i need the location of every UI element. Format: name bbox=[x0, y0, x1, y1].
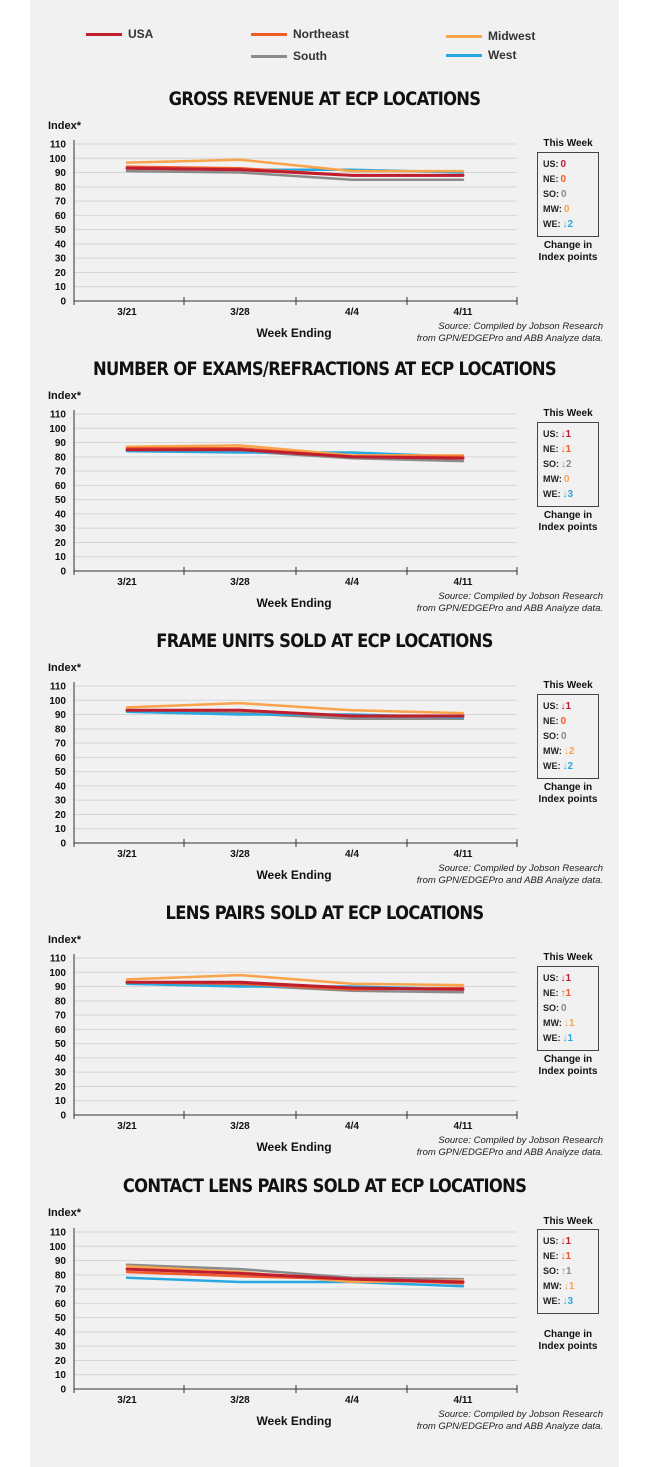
change-caption-line: Change in bbox=[543, 510, 593, 521]
legend-swatch-south bbox=[251, 55, 287, 58]
change-region-label: NE: bbox=[543, 1251, 559, 1261]
x-tick-label: 3/21 bbox=[117, 577, 137, 588]
change-caption bbox=[533, 240, 603, 264]
change-row bbox=[543, 714, 598, 729]
this-week-heading: This Week bbox=[543, 952, 593, 963]
change-value: 0 bbox=[561, 1003, 567, 1014]
y-axis-label: Index* bbox=[48, 120, 82, 132]
legend-label-midwest: Midwest bbox=[488, 29, 536, 43]
x-tick-label: 3/21 bbox=[117, 1395, 137, 1406]
y-tick-label: 30 bbox=[54, 1341, 66, 1353]
legend-item-midwest bbox=[446, 29, 535, 43]
change-value: ↑1 bbox=[561, 1266, 572, 1277]
x-tick-label: 3/21 bbox=[117, 849, 137, 860]
y-tick-label: 0 bbox=[60, 296, 66, 308]
change-value: 0 bbox=[561, 189, 567, 200]
x-axis-label: Week Ending bbox=[256, 596, 332, 610]
change-row bbox=[543, 1001, 598, 1016]
change-region-label: SO: bbox=[543, 731, 560, 741]
y-tick-label: 100 bbox=[49, 153, 66, 165]
y-tick-label: 80 bbox=[54, 1270, 66, 1282]
y-axis-label: Index* bbox=[48, 934, 82, 946]
change-row bbox=[543, 971, 598, 986]
y-tick-label: 60 bbox=[54, 210, 66, 222]
change-row bbox=[543, 187, 598, 202]
change-row bbox=[543, 759, 598, 774]
y-tick-label: 100 bbox=[49, 423, 66, 435]
change-row bbox=[543, 1031, 598, 1046]
y-axis-label: Index* bbox=[48, 390, 82, 402]
x-tick-label: 4/11 bbox=[453, 1121, 473, 1132]
y-tick-label: 100 bbox=[49, 967, 66, 979]
legend-swatch-usa bbox=[86, 33, 122, 36]
source-line: from GPN/EDGEPro and ABB Analyze data. bbox=[416, 1147, 603, 1158]
x-tick-label: 4/11 bbox=[453, 577, 473, 588]
source-note bbox=[417, 591, 603, 615]
y-tick-label: 60 bbox=[54, 1024, 66, 1036]
chart-title: LENS PAIRS SOLD AT ECP LOCATIONS bbox=[165, 902, 484, 924]
change-value: ↓1 bbox=[560, 701, 572, 712]
y-tick-label: 40 bbox=[54, 781, 66, 793]
legend-swatch-west bbox=[446, 54, 482, 57]
change-row bbox=[543, 1264, 598, 1279]
change-row bbox=[543, 172, 598, 187]
x-tick-label: 3/21 bbox=[117, 307, 137, 318]
source-line: from GPN/EDGEPro and ABB Analyze data. bbox=[416, 333, 603, 344]
x-tick-label: 3/28 bbox=[230, 1121, 250, 1132]
change-value: 0 bbox=[560, 716, 567, 727]
y-tick-label: 110 bbox=[49, 681, 66, 693]
change-row bbox=[543, 157, 598, 172]
change-caption bbox=[533, 782, 603, 806]
change-value: ↓1 bbox=[560, 444, 572, 455]
change-region-label: MW: bbox=[543, 204, 562, 214]
change-value: ↓1 bbox=[560, 1236, 572, 1247]
change-value: ↓1 bbox=[562, 1033, 574, 1044]
y-tick-label: 50 bbox=[54, 1313, 66, 1325]
change-region-label: NE: bbox=[543, 174, 559, 184]
legend-item-usa bbox=[86, 27, 153, 41]
y-tick-label: 100 bbox=[49, 1241, 66, 1253]
change-box bbox=[537, 1229, 599, 1314]
change-value: ↑1 bbox=[560, 988, 572, 999]
change-region-label: MW: bbox=[543, 746, 562, 756]
change-row bbox=[543, 699, 598, 714]
y-tick-label: 20 bbox=[54, 1355, 66, 1367]
change-row bbox=[543, 442, 598, 457]
change-row bbox=[543, 1249, 598, 1264]
change-value: ↓1 bbox=[560, 1251, 572, 1262]
x-tick-label: 3/28 bbox=[230, 577, 250, 588]
source-note bbox=[417, 1135, 603, 1159]
chart-legend bbox=[0, 0, 650, 80]
y-tick-label: 0 bbox=[60, 838, 66, 850]
y-tick-label: 60 bbox=[54, 480, 66, 492]
change-region-label: SO: bbox=[543, 1266, 560, 1276]
y-tick-label: 80 bbox=[54, 182, 66, 194]
change-region-label: NE: bbox=[543, 716, 559, 726]
change-region-label: SO: bbox=[543, 1003, 560, 1013]
y-tick-label: 10 bbox=[54, 1370, 66, 1382]
x-axis-label: Week Ending bbox=[256, 326, 332, 340]
change-box bbox=[537, 694, 599, 779]
change-caption-line: Index points bbox=[538, 1066, 598, 1077]
y-tick-label: 90 bbox=[54, 710, 66, 722]
y-tick-label: 40 bbox=[54, 1053, 66, 1065]
y-tick-label: 30 bbox=[54, 253, 66, 265]
change-value: 0 bbox=[563, 474, 570, 485]
chart-section bbox=[0, 88, 650, 348]
change-region-label: US: bbox=[543, 701, 559, 711]
change-value: 0 bbox=[563, 204, 570, 215]
change-region-label: NE: bbox=[543, 988, 559, 998]
change-row bbox=[543, 202, 598, 217]
x-tick-label: 4/11 bbox=[453, 307, 473, 318]
change-value: ↓1 bbox=[560, 973, 572, 984]
chart-section bbox=[0, 1175, 650, 1435]
source-note bbox=[417, 1409, 603, 1433]
y-axis-label: Index* bbox=[48, 662, 82, 674]
change-row bbox=[543, 744, 598, 759]
y-tick-label: 110 bbox=[49, 409, 66, 421]
change-row bbox=[543, 472, 598, 487]
change-caption bbox=[533, 1329, 603, 1353]
y-tick-label: 50 bbox=[54, 1039, 66, 1051]
y-tick-label: 80 bbox=[54, 996, 66, 1008]
legend-swatch-midwest bbox=[446, 35, 482, 38]
legend-label-usa: USA bbox=[128, 27, 154, 41]
x-tick-label: 3/28 bbox=[230, 1395, 250, 1406]
change-row bbox=[543, 487, 598, 502]
change-value: ↓2 bbox=[562, 761, 574, 772]
y-tick-label: 90 bbox=[54, 438, 66, 450]
change-region-label: SO: bbox=[543, 189, 560, 199]
change-value: ↓3 bbox=[562, 1296, 574, 1307]
y-tick-label: 0 bbox=[60, 1384, 66, 1396]
y-tick-label: 40 bbox=[54, 1327, 66, 1339]
change-value: ↓2 bbox=[562, 219, 574, 230]
change-region-label: SO: bbox=[543, 459, 560, 469]
change-row bbox=[543, 217, 598, 232]
change-value: 0 bbox=[560, 159, 567, 170]
y-tick-label: 30 bbox=[54, 1067, 66, 1079]
y-tick-label: 70 bbox=[54, 1010, 66, 1022]
y-tick-label: 100 bbox=[49, 695, 66, 707]
legend-item-west bbox=[446, 48, 516, 62]
y-tick-label: 20 bbox=[54, 267, 66, 279]
source-line: Source: Compiled by Jobson Research bbox=[438, 1409, 603, 1420]
y-tick-label: 10 bbox=[54, 282, 66, 294]
y-tick-label: 10 bbox=[54, 1096, 66, 1108]
source-line: from GPN/EDGEPro and ABB Analyze data. bbox=[416, 603, 603, 614]
change-value: ↓1 bbox=[563, 1281, 575, 1292]
change-region-label: US: bbox=[543, 973, 559, 983]
change-row bbox=[543, 427, 598, 442]
chart-title: CONTACT LENS PAIRS SOLD AT ECP LOCATIONS bbox=[122, 1175, 527, 1197]
chart-title: NUMBER OF EXAMS/REFRACTIONS AT ECP LOCATIONS bbox=[92, 358, 557, 380]
change-caption-line: Index points bbox=[538, 522, 598, 533]
chart-title: FRAME UNITS SOLD AT ECP LOCATIONS bbox=[156, 630, 493, 652]
change-caption bbox=[533, 1054, 603, 1078]
source-note bbox=[417, 321, 603, 345]
y-tick-label: 70 bbox=[54, 1284, 66, 1296]
x-axis-label: Week Ending bbox=[256, 1414, 332, 1428]
this-week-heading: This Week bbox=[543, 408, 593, 419]
change-caption-line: Index points bbox=[538, 252, 598, 263]
change-region-label: MW: bbox=[543, 1018, 562, 1028]
y-tick-label: 10 bbox=[54, 552, 66, 564]
source-line: from GPN/EDGEPro and ABB Analyze data. bbox=[416, 875, 603, 886]
y-tick-label: 70 bbox=[54, 738, 66, 750]
y-tick-label: 80 bbox=[54, 724, 66, 736]
y-tick-label: 90 bbox=[54, 168, 66, 180]
x-tick-label: 4/4 bbox=[345, 577, 359, 588]
y-tick-label: 50 bbox=[54, 495, 66, 507]
change-region-label: US: bbox=[543, 159, 559, 169]
change-row bbox=[543, 1234, 598, 1249]
y-tick-label: 70 bbox=[54, 466, 66, 478]
change-box bbox=[537, 966, 599, 1051]
this-week-heading: This Week bbox=[543, 680, 593, 691]
y-tick-label: 90 bbox=[54, 1256, 66, 1268]
y-tick-label: 70 bbox=[54, 196, 66, 208]
x-tick-label: 3/28 bbox=[230, 307, 250, 318]
change-value: ↓3 bbox=[562, 489, 574, 500]
y-tick-label: 90 bbox=[54, 982, 66, 994]
change-row bbox=[543, 1294, 598, 1309]
change-region-label: WE: bbox=[543, 489, 561, 499]
change-row bbox=[543, 457, 598, 472]
change-region-label: US: bbox=[543, 1236, 559, 1246]
change-row bbox=[543, 1279, 598, 1294]
change-row bbox=[543, 986, 598, 1001]
y-tick-label: 50 bbox=[54, 225, 66, 237]
this-week-heading: This Week bbox=[543, 1216, 593, 1227]
legend-item-northeast bbox=[251, 27, 349, 41]
y-tick-label: 110 bbox=[49, 139, 66, 151]
change-region-label: WE: bbox=[543, 219, 561, 229]
change-caption-line: Change in bbox=[543, 240, 593, 251]
change-value: ↓1 bbox=[563, 1018, 575, 1029]
y-tick-label: 30 bbox=[54, 795, 66, 807]
change-caption-line: Index points bbox=[538, 794, 598, 805]
chart-section bbox=[0, 902, 650, 1162]
source-line: Source: Compiled by Jobson Research bbox=[438, 1135, 603, 1146]
change-box bbox=[537, 422, 599, 507]
x-tick-label: 4/11 bbox=[453, 1395, 473, 1406]
legend-label-northeast: Northeast bbox=[293, 27, 350, 41]
source-line: from GPN/EDGEPro and ABB Analyze data. bbox=[416, 1421, 603, 1432]
y-tick-label: 110 bbox=[49, 953, 66, 965]
y-tick-label: 0 bbox=[60, 566, 66, 578]
change-caption-line: Change in bbox=[543, 782, 593, 793]
x-axis-label: Week Ending bbox=[256, 1140, 332, 1154]
legend-swatch-northeast bbox=[251, 33, 287, 36]
y-tick-label: 40 bbox=[54, 509, 66, 521]
y-tick-label: 20 bbox=[54, 1081, 66, 1093]
x-tick-label: 4/4 bbox=[345, 1121, 359, 1132]
change-value: ↓1 bbox=[560, 429, 572, 440]
this-week-heading: This Week bbox=[543, 138, 593, 149]
change-caption-line: Change in bbox=[543, 1329, 593, 1340]
legend-label-west: West bbox=[488, 48, 517, 62]
y-tick-label: 10 bbox=[54, 824, 66, 836]
source-note bbox=[417, 863, 603, 887]
change-value: ↓2 bbox=[561, 459, 572, 470]
change-row bbox=[543, 1016, 598, 1031]
legend-item-south bbox=[251, 49, 327, 63]
x-tick-label: 4/11 bbox=[453, 849, 473, 860]
change-caption bbox=[533, 510, 603, 534]
change-row bbox=[543, 729, 598, 744]
change-region-label: MW: bbox=[543, 474, 562, 484]
y-tick-label: 0 bbox=[60, 1110, 66, 1122]
y-tick-label: 50 bbox=[54, 767, 66, 779]
x-tick-label: 3/21 bbox=[117, 1121, 137, 1132]
x-tick-label: 3/28 bbox=[230, 849, 250, 860]
change-value: 0 bbox=[561, 731, 567, 742]
change-region-label: NE: bbox=[543, 444, 559, 454]
y-tick-label: 20 bbox=[54, 809, 66, 821]
change-caption-line: Index points bbox=[538, 1341, 598, 1352]
change-region-label: WE: bbox=[543, 761, 561, 771]
x-tick-label: 4/4 bbox=[345, 307, 359, 318]
change-region-label: MW: bbox=[543, 1281, 562, 1291]
change-value: 0 bbox=[560, 174, 567, 185]
x-tick-label: 4/4 bbox=[345, 849, 359, 860]
y-tick-label: 60 bbox=[54, 752, 66, 764]
source-line: Source: Compiled by Jobson Research bbox=[438, 591, 603, 602]
y-tick-label: 110 bbox=[49, 1227, 66, 1239]
y-tick-label: 60 bbox=[54, 1298, 66, 1310]
y-tick-label: 30 bbox=[54, 523, 66, 535]
legend-label-south: South bbox=[293, 49, 327, 63]
change-box bbox=[537, 152, 599, 237]
chart-section bbox=[0, 630, 650, 890]
y-axis-label: Index* bbox=[48, 1207, 82, 1219]
change-region-label: US: bbox=[543, 429, 559, 439]
y-tick-label: 80 bbox=[54, 452, 66, 464]
source-line: Source: Compiled by Jobson Research bbox=[438, 863, 603, 874]
change-caption-line: Change in bbox=[543, 1054, 593, 1065]
x-tick-label: 4/4 bbox=[345, 1395, 359, 1406]
x-axis-label: Week Ending bbox=[256, 868, 332, 882]
source-line: Source: Compiled by Jobson Research bbox=[438, 321, 603, 332]
change-region-label: WE: bbox=[543, 1033, 561, 1043]
change-region-label: WE: bbox=[543, 1296, 561, 1306]
change-value: ↓2 bbox=[563, 746, 575, 757]
y-tick-label: 20 bbox=[54, 537, 66, 549]
chart-title: GROSS REVENUE AT ECP LOCATIONS bbox=[168, 88, 481, 110]
y-tick-label: 40 bbox=[54, 239, 66, 251]
chart-section bbox=[0, 358, 650, 618]
